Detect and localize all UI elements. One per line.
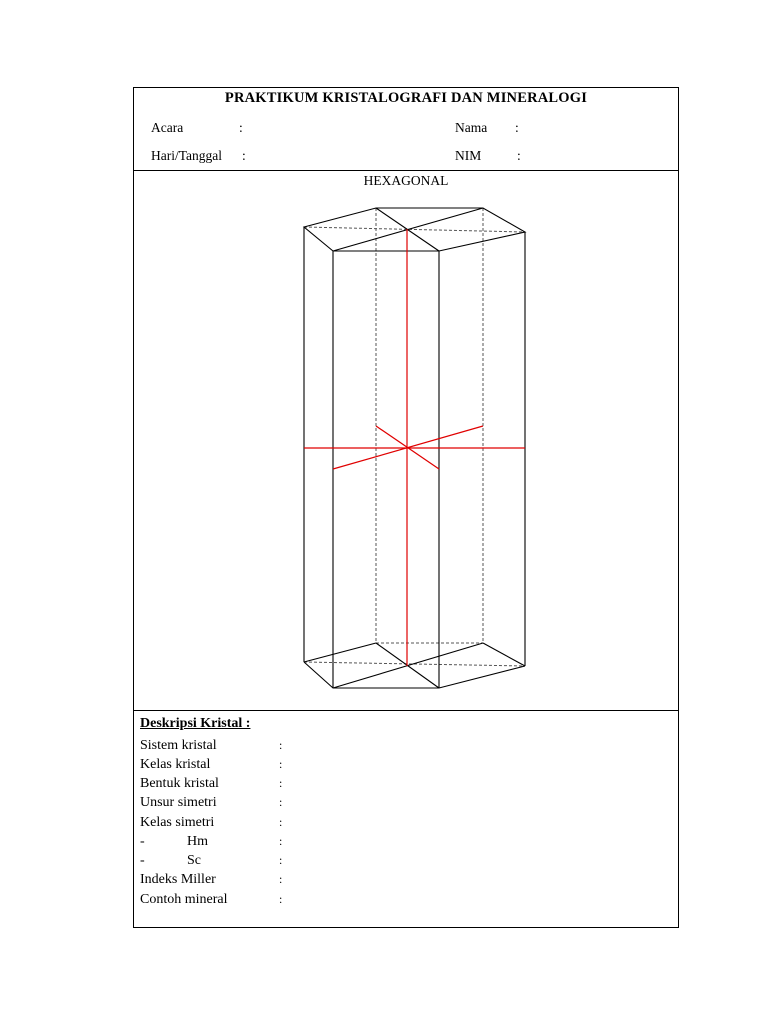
hexagonal-prism-diagram: [134, 170, 680, 710]
hari-tanggal-colon: :: [242, 148, 246, 163]
row-sc: [140, 853, 660, 871]
row-bentuk-kristal: [140, 776, 660, 794]
row-hm: [140, 834, 660, 852]
row-colon: :: [279, 757, 283, 771]
row-colon: :: [279, 834, 283, 848]
row-colon: :: [279, 872, 283, 886]
row-label: Contoh mineral: [140, 892, 228, 907]
worksheet: [133, 87, 679, 928]
row-kelas-simetri: [140, 815, 660, 833]
worksheet-title: PRAKTIKUM KRISTALOGRAFI DAN MINERALOGI: [224, 90, 588, 106]
hari-tanggal-label: Hari/Tanggal: [151, 148, 223, 163]
hidden-edges: [304, 208, 525, 666]
acara-label: Acara: [151, 120, 184, 135]
row-colon: :: [279, 853, 283, 867]
row-label: Unsur simetri: [140, 795, 217, 810]
nim-colon: :: [517, 148, 521, 163]
row-colon: :: [279, 815, 283, 829]
crystal-system-heading: HEXAGONAL: [363, 173, 449, 188]
row-label: Kelas simetri: [140, 815, 215, 830]
row-colon: :: [279, 776, 283, 790]
nama-colon: :: [515, 120, 519, 135]
row-dash: -: [140, 853, 145, 868]
crystal-axes: [304, 229, 525, 666]
nama-label: Nama: [455, 120, 488, 135]
row-label: Sc: [187, 853, 201, 868]
row-label: Bentuk kristal: [140, 776, 219, 791]
crystal-drawing-section: [134, 170, 678, 711]
acara-colon: :: [239, 120, 243, 135]
header-section: [134, 88, 678, 171]
row-indeks-miller: [140, 872, 660, 890]
row-label: Indeks Miller: [140, 872, 216, 887]
row-unsur-simetri: [140, 795, 660, 813]
row-contoh-mineral: [140, 892, 660, 910]
row-label: Sistem kristal: [140, 738, 217, 753]
description-title: Deskripsi Kristal :: [140, 716, 251, 731]
nim-label: NIM: [455, 148, 482, 163]
row-label: Hm: [187, 834, 208, 849]
row-kelas-kristal: [140, 757, 660, 775]
row-colon: :: [279, 738, 283, 752]
row-colon: :: [279, 892, 283, 906]
row-dash: -: [140, 834, 145, 849]
row-colon: :: [279, 795, 283, 809]
row-sistem-kristal: [140, 738, 660, 756]
row-label: Kelas kristal: [140, 757, 211, 772]
